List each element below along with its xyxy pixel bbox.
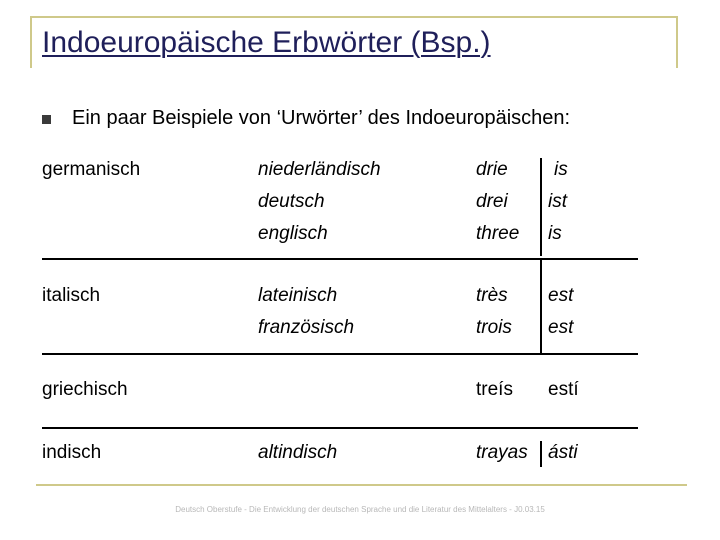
word-be-cell: ist — [548, 191, 567, 212]
group-italisch: italisch — [42, 285, 101, 306]
frame-right-line — [676, 16, 678, 68]
word-three-cell: drie — [476, 159, 508, 180]
column-divider — [540, 158, 542, 256]
frame-top-line — [30, 16, 678, 18]
language-cell: altindisch — [258, 442, 338, 463]
word-three-cell: trayas — [476, 442, 528, 463]
language-cell: lateinisch — [258, 285, 338, 306]
column-divider — [540, 441, 542, 467]
slide-subtitle: Ein paar Beispiele von ‘Urwörter’ des Indoeuropäischen: — [72, 107, 571, 129]
word-three-cell: drei — [476, 191, 508, 212]
bullet-square-icon — [42, 115, 51, 124]
word-be-cell: is — [548, 223, 562, 244]
group-griechisch: griechisch — [42, 379, 128, 400]
word-be-cell: est — [548, 317, 574, 338]
word-three-cell: trois — [476, 317, 512, 338]
frame-left-line — [30, 16, 32, 68]
row-divider — [42, 427, 638, 429]
frame-bottom-line — [36, 484, 687, 486]
column-divider — [540, 260, 542, 354]
language-cell: englisch — [258, 223, 328, 244]
word-three-cell: treís — [476, 379, 513, 400]
word-three-cell: très — [476, 285, 508, 306]
word-be-cell: is — [554, 159, 568, 180]
group-germanisch: germanisch — [42, 159, 141, 180]
language-cell: deutsch — [258, 191, 325, 212]
row-divider — [42, 258, 638, 260]
language-cell: französisch — [258, 317, 355, 338]
group-indisch: indisch — [42, 442, 102, 463]
slide-title: Indoeuropäische Erbwörter (Bsp.) — [42, 26, 491, 59]
row-divider — [42, 353, 638, 355]
word-three-cell: three — [476, 223, 520, 244]
word-be-cell: est — [548, 285, 574, 306]
language-cell: niederländisch — [258, 159, 381, 180]
word-be-cell: ásti — [548, 442, 578, 463]
word-be-cell: estí — [548, 379, 579, 400]
slide-footer: Deutsch Oberstufe - Die Entwicklung der deutschen Sprache und die Literatur des Mittelalters - J0.03.15 — [175, 505, 545, 514]
